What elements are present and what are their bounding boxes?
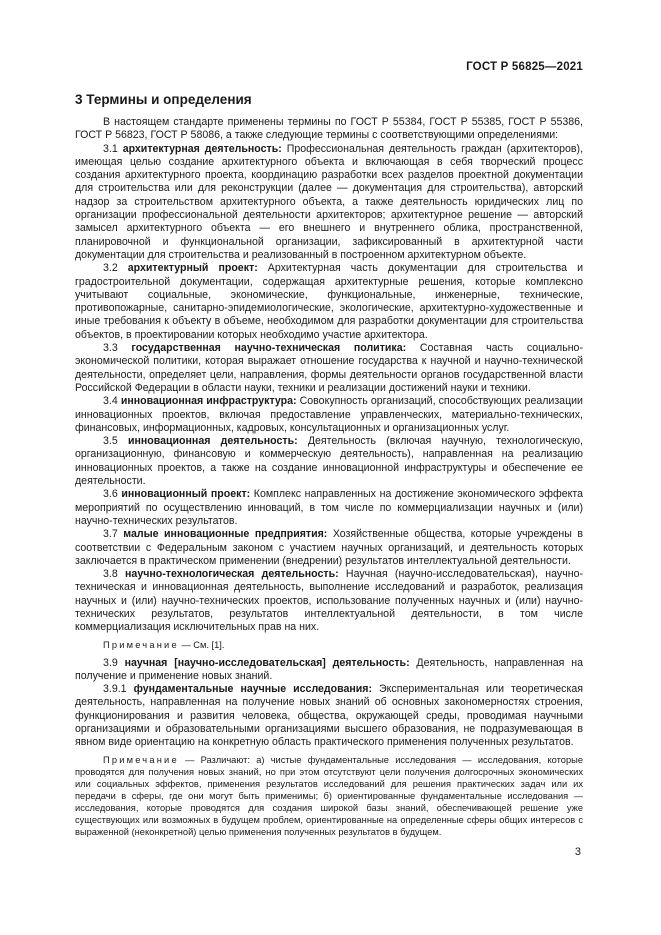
term-definition: Научная (научно-исследовательская), научно-техническая и инновационная деятельность, выполнение исследований и разработок, реализация научных и (или) научно-технических проектов, использование полученных научных и (или) научно-технических результатов, результатов интеллектуальной деятельности, в том числе коммерциализация исключительных прав на них. (75, 568, 583, 634)
note-label: Примечание (103, 639, 179, 650)
term-name: фундаментальные научные исследования: (133, 683, 373, 696)
page-number: 3 (574, 846, 581, 858)
term-definition: Комплекс направленных на достижение экономического эффекта мероприятий по осуществлению инноваций, в том числе по коммерциализации научных и (или) научно-технических результатов. (75, 488, 583, 527)
note-3-9-1 (75, 754, 583, 838)
term-name: инновационная деятельность: (127, 435, 298, 448)
term-definition: Экспериментальная или теоретическая деятельность, направленная на получение новых знаний об основных закономерностях строения, функционирования и развития человека, общества, окружающей среды, проводимая научными организациями и образовательными организациями высшего образования, не подразумевающая в явном виде ориентацию на конкретную область практического применения полученных результатов. (75, 683, 583, 749)
term-name: архитектурная деятельность: (122, 142, 282, 155)
term-name: инновационный проект: (121, 488, 251, 501)
term-number: 3.3 (103, 342, 118, 355)
term-3-1 (75, 143, 583, 263)
term-name: государственная научно-техническая политика: (131, 342, 407, 355)
term-number: 3.9 (103, 656, 118, 669)
term-3-7 (75, 528, 583, 568)
term-number: 3.5 (103, 435, 118, 448)
term-3-6 (75, 488, 583, 528)
intro-paragraph: В настоящем стандарте применены термины по ГОСТ Р 55384, ГОСТ Р 55385, ГОСТ Р 55386, ГОСТ Р 56823, ГОСТ Р 58086, а также следующие термины с соответствующими определениями: (75, 116, 583, 142)
note-label: Примечание (103, 754, 179, 765)
note-text: — См. [1]. (181, 639, 225, 650)
term-3-2 (75, 262, 583, 342)
term-number: 3.7 (103, 528, 118, 541)
term-definition: Совокупность организаций, способствующих реализации инновационных проектов, включая предоставление управленческих, материально-технических, финансовых, информационных, кадровых, консультационных и организационных услуг. (75, 395, 583, 434)
term-number: 3.8 (103, 568, 118, 581)
section-title: 3 Термины и определения (75, 92, 252, 107)
term-name: инновационная инфраструктура: (120, 395, 297, 408)
term-name: малые инновационные предприятия: (123, 528, 328, 541)
note-3-8 (75, 639, 583, 651)
term-definition: Деятельность (включая научную, технологическую, организационную, финансовую и коммерческую деятельность), направленная на реализацию инновационных проектов, а также на создание инновационной инфраструктуры и обеспечение ее деятельности. (75, 435, 584, 488)
term-number: 3.2 (103, 262, 118, 275)
term-definition: Деятельность, направленная на получение и применение новых знаний. (75, 656, 583, 682)
term-3-3 (75, 342, 583, 395)
term-number: 3.1 (103, 142, 118, 155)
term-name: научная [научно-исследовательская] деятельность: (124, 656, 410, 669)
term-3-9-1 (75, 683, 583, 749)
term-definition: Составная часть социально-экономической политики, которая выражает отношение государства к научной и научно-технической деятельности, определяет цели, направления, формы деятельности органов государственной власти Российской Федерации в области науки, техники и реализации достижений науки и техники. (75, 342, 583, 394)
term-number: 3.9.1 (103, 683, 127, 696)
term-number: 3.4 (103, 395, 118, 408)
term-number: 3.6 (103, 488, 118, 501)
term-3-8 (75, 568, 583, 634)
term-3-5 (75, 435, 583, 488)
term-3-9 (75, 657, 583, 684)
term-3-4 (75, 395, 583, 435)
note-text: — Различают: а) чистые фундаментальные исследования — исследования, которые проводятся для получения новых знаний, но при этом отсутствуют цели получения долгосрочных экономических или социальных эффектов, применения результатов исследований для решения практических задач или их передачи в сферы, где они могут быть применимы; б) ориентированные фундаментальные исследования — исследования, которые проводятся для создания широкой базы знаний, обеспечивающей решение уже существующих или возможных в будущем проблем, ориентированные на определенные сферы общих интересов с выраженной (неконкретной) целью применения полученных результатов в будущем. (75, 754, 583, 837)
document-body (75, 92, 583, 844)
term-name: архитектурный проект: (127, 262, 258, 275)
page-header: ГОСТ Р 56825—2021 (466, 61, 583, 73)
term-name: научно-технологическая деятельность: (125, 568, 339, 581)
term-definition: Профессиональная деятельность граждан (архитекторов), имеющая целью создание архитектурного объекта и включающая в себя творческий процесс создания архитектурного проекта, координацию разработки всех разделов проектной документации для строительства или для реконструкции (далее — документация для строительства), авторский надзор за строительством архитектурного объекта, а также деятельность юридических лиц по организации профессиональной деятельности архитекторов; архитектурное решение — авторский замысел архитектурного объекта — его внешнего и внутреннего облика, пространственной, планировочной и функциональной организации, зафиксированный в архитектурной части документации для строительства и реализованный в построенном архитектурном объекте. (75, 142, 584, 261)
term-definition: Хозяйственные общества, которые учреждены в соответствии с Федеральным законом с участием научных организаций, и деятельность которых заключается в практическом применении (внедрении) результатов интеллектуальной деятельности. (75, 528, 583, 567)
term-definition: Архитектурная часть документации для строительства и градостроительной документации, содержащая архитектурные решения, которые комплексно учитывают социальные, экономические, функциональные, инженерные, технические, противопожарные, санитарно-эпидемиологические, экологические, архитектурно-художественные и иные требования к объекту в объеме, необходимом для разработки документации для строительства объектов, в проектировании которых необходимо участие архитектора. (75, 262, 583, 341)
